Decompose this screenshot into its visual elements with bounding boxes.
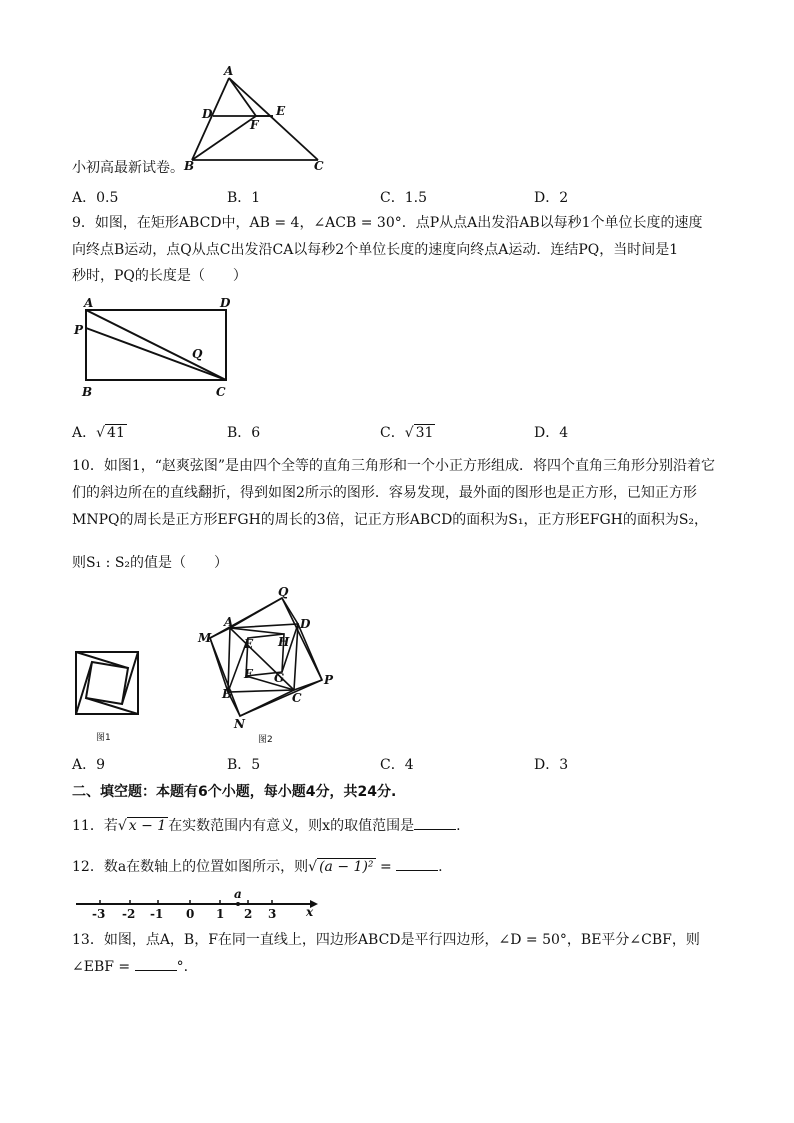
q9-text-line2: 向终点B运动，点Q从点C出发沿CA以每秒2个单位长度的速度向终点A运动．连结PQ，当时间是1	[72, 242, 679, 258]
q10-label-B: B	[222, 687, 233, 701]
q10-label-C: C	[292, 691, 302, 705]
q10-label-E: E	[244, 637, 254, 651]
q10-label-D: D	[300, 617, 311, 631]
q12-radicand: (a − 1)²	[319, 859, 374, 875]
q8-choice-d: D．2	[534, 190, 569, 206]
q9-choices	[72, 423, 722, 443]
q11-answer-blank[interactable]	[414, 815, 456, 830]
q9-choice-c: C．√ 31	[380, 425, 434, 441]
q10-text-line4: 则S₁ : S₂的值是（ ）	[72, 555, 229, 571]
q10-label-A: A	[224, 615, 234, 629]
q10-choices	[72, 755, 722, 775]
q12-tick-2: 2	[244, 907, 253, 921]
q10-choice-d: D．3	[534, 757, 569, 773]
q10-figure2	[190, 584, 340, 746]
q8-label-A: A	[224, 64, 234, 78]
q9-label-B: B	[82, 385, 93, 399]
q8-footer-text: 小初高最新试卷。	[72, 160, 184, 176]
q12-tick-1: 1	[216, 907, 225, 921]
q9-label-P: P	[74, 323, 84, 337]
q10-label-Q: Q	[278, 585, 289, 599]
q10-figure1	[72, 648, 144, 748]
q13-answer-blank[interactable]	[135, 956, 177, 971]
q11-line: 11．若√ x − 1 在实数范围内有意义，则x的取值范围是 .	[72, 815, 722, 836]
q9-choice-d: D．4	[534, 425, 569, 441]
section2-heading: 二、填空题：本题有6个小题，每小题4分，共24分.	[72, 784, 397, 800]
q8-label-B: B	[184, 159, 195, 173]
q9-choice-a-radicand: 41	[107, 425, 125, 441]
q12-answer-blank[interactable]	[396, 856, 438, 871]
q9-choice-b: B．6	[227, 425, 261, 441]
q9-label-Q: Q	[192, 347, 203, 361]
q9-rectangle-figure	[70, 294, 240, 406]
q10-label-H: H	[278, 635, 290, 649]
q10-text-line1: 10．如图1，“赵爽弦图”是由四个全等的直角三角形和一个小正方形组成．将四个直角三角形分别沿着它	[72, 458, 716, 474]
q10-label-G: G	[274, 671, 285, 685]
q12-point-a-label: a	[234, 887, 242, 901]
q12-tick-neg1: -1	[150, 907, 164, 921]
q12-tick-3: 3	[268, 907, 277, 921]
q9-text-line3: 秒时，PQ的长度是（ ）	[72, 268, 247, 284]
q12-tick-neg2: -2	[122, 907, 136, 921]
q10-fig1-caption: 图1	[96, 733, 111, 743]
q12-line: 12．数a在数轴上的位置如图所示，则√ (a − 1)² = .	[72, 856, 722, 877]
q8-choices	[72, 188, 722, 208]
q10-text-line3: MNPQ的周长是正方形EFGH的周长的3倍，记正方形ABCD的面积为S₁，正方形EFGH的面积为S₂，	[72, 512, 709, 528]
q12-number-line	[72, 886, 322, 922]
q9-label-D: D	[220, 296, 231, 310]
q8-choice-c: C．1.5	[380, 190, 427, 206]
q10-text-line2: 们的斜边所在的直线翻折，得到如图2所示的图形．容易发现，最外面的图形也是正方形，已知正方形	[72, 485, 697, 501]
q9-text-line1: 9．如图，在矩形ABCD中，AB = 4，∠ACB = 30°．点P从点A出发沿AB以每秒1个单位长度的速度	[72, 215, 703, 231]
q10-choice-a: A．9	[72, 757, 106, 773]
q9-label-A: A	[84, 296, 94, 310]
q10-choice-c: C．4	[380, 757, 414, 773]
q8-label-D: D	[202, 107, 213, 121]
q9-choice-c-radicand: 31	[415, 425, 434, 441]
q10-choice-b: B．5	[227, 757, 261, 773]
q8-triangle-figure	[180, 62, 340, 174]
q10-label-P: P	[324, 673, 334, 687]
q13-text-line1: 13．如图，点A，B，F在同一直线上，四边形ABCD是平行四边形，∠D = 50°，BE平分∠CBF，则	[72, 932, 700, 948]
q10-label-N: N	[234, 717, 245, 731]
q10-label-F: F	[244, 667, 253, 681]
q8-label-E: E	[276, 104, 286, 118]
q12-tick-neg3: -3	[92, 907, 106, 921]
q8-choice-a: A．0.5	[72, 190, 119, 206]
q12-axis-label: x	[306, 905, 314, 919]
q9-label-C: C	[216, 385, 226, 399]
q11-radicand: x − 1	[128, 818, 167, 834]
q8-label-F: F	[250, 118, 259, 132]
q9-choice-a: A．√ 41	[72, 425, 125, 441]
q12-point-a	[236, 902, 240, 906]
q12-tick-0: 0	[186, 907, 195, 921]
q10-label-M: M	[198, 631, 212, 645]
q8-label-C: C	[314, 159, 324, 173]
q13-text-line2: ∠EBF = °.	[72, 956, 722, 977]
q10-fig2-caption: 图2	[258, 735, 273, 745]
q8-choice-b: B．1	[227, 190, 261, 206]
